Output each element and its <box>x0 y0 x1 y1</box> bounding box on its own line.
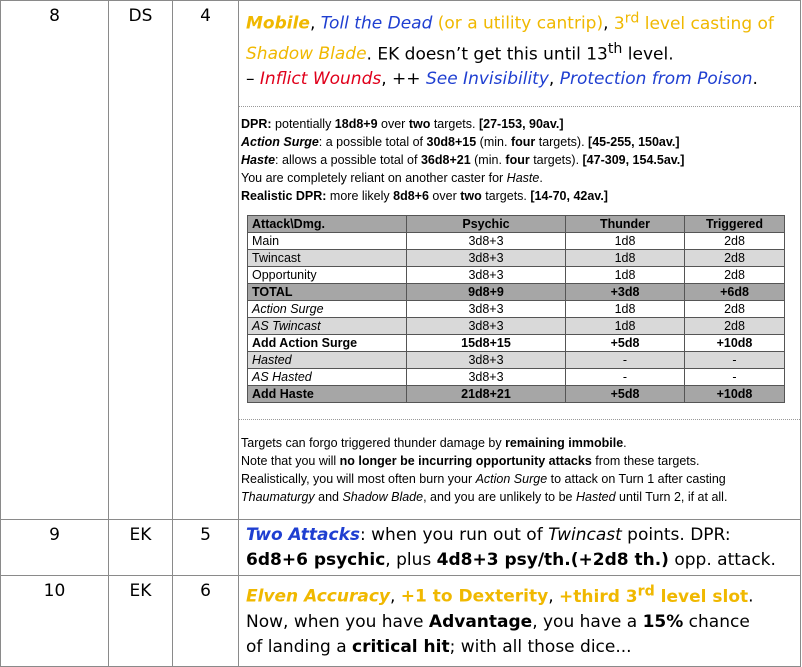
class-abbrev: DS <box>128 6 153 26</box>
t: : a possible total of <box>318 135 427 150</box>
t: : when you run out of <box>360 525 549 545</box>
t: (min. <box>470 153 506 168</box>
cell: Twincast <box>248 250 407 267</box>
t: Hasted <box>575 490 616 505</box>
table-row-total <box>248 386 785 403</box>
description-cell <box>239 1 801 520</box>
t: chance <box>683 611 750 632</box>
t: , and you are unlikely to be <box>423 490 576 505</box>
t: opp. attack. <box>668 550 776 570</box>
spell-inflict-wounds: Inflict Wounds <box>259 69 382 90</box>
t: . <box>623 436 627 451</box>
t: Thaumaturgy <box>241 490 315 505</box>
table-row <box>248 267 785 284</box>
note-line <box>241 470 800 488</box>
table-row <box>248 301 785 318</box>
sep: , ++ <box>381 69 426 90</box>
table-row <box>248 352 785 369</box>
utility-note: (or a utility cantrip) <box>432 13 604 34</box>
advantage: Advantage <box>428 611 533 632</box>
t: two <box>460 189 482 204</box>
cell: 3d8+3 <box>407 301 566 318</box>
feat-elven-accuracy: Elven Accuracy <box>246 586 390 607</box>
level-row-8 <box>1 1 801 520</box>
level-cell <box>1 520 109 576</box>
spell-shadow-blade: Shadow Blade <box>246 44 367 65</box>
header-psychic: Psychic <box>407 216 566 233</box>
ek-note: . EK doesn’t get this until 13 <box>366 44 608 65</box>
realistic-range: [14-70, 42av.] <box>530 189 608 204</box>
subclass-level: 4 <box>200 6 211 26</box>
level-cell <box>1 1 109 520</box>
cell: 1d8 <box>566 250 685 267</box>
cell: 3d8+3 <box>407 267 566 284</box>
cell: 2d8 <box>685 233 785 250</box>
casting-text: level casting of <box>639 13 774 34</box>
t: Twincast <box>548 525 622 545</box>
class-cell <box>109 1 173 520</box>
cell: AS Hasted <box>248 369 407 386</box>
dpr-block <box>239 106 800 420</box>
table-row <box>248 369 785 386</box>
cell: 3d8+3 <box>407 352 566 369</box>
haste-line <box>241 151 800 169</box>
cell: Opportunity <box>248 267 407 284</box>
cell: 2d8 <box>685 318 785 335</box>
level-row-10 <box>1 576 801 667</box>
ordinal-rd: rd <box>637 583 655 599</box>
t: Shadow Blade <box>342 490 424 505</box>
level-number: 8 <box>49 6 60 26</box>
t: no longer be incurring opportunity attacks <box>339 454 592 469</box>
reliant-line <box>241 169 800 187</box>
level-number: 9 <box>49 525 60 545</box>
ordinal-rd: rd <box>624 10 640 26</box>
cell: Hasted <box>248 352 407 369</box>
cell: 2d8 <box>685 267 785 284</box>
class-cell <box>109 576 173 667</box>
cell: 2d8 <box>685 250 785 267</box>
subclass-level-cell <box>173 520 239 576</box>
haste-value: 36d8+21 <box>420 153 471 168</box>
t: of landing a <box>246 636 353 657</box>
level-10-summary <box>239 576 800 666</box>
table-row <box>248 250 785 267</box>
t: , you have a <box>532 611 643 632</box>
subclass-level-cell <box>173 1 239 520</box>
action-surge-value: 30d8+15 <box>426 135 477 150</box>
cell: 2d8 <box>685 301 785 318</box>
cell: 1d8 <box>566 301 685 318</box>
action-surge-line <box>241 133 800 151</box>
subclass-level-cell <box>173 576 239 667</box>
note-line <box>241 434 800 452</box>
cell: 3d8+3 <box>407 233 566 250</box>
sep: , <box>309 13 321 34</box>
cell: +5d8 <box>566 335 685 352</box>
t: targets). <box>535 135 589 150</box>
t: targets). <box>529 153 583 168</box>
t: remaining immobile <box>505 436 624 451</box>
ordinal-th: th <box>607 40 623 57</box>
class-abbrev: EK <box>129 581 152 601</box>
t: You are completely reliant on another caster for <box>241 171 507 186</box>
cell: 15d8+15 <box>407 335 566 352</box>
dpr-value: 18d8+9 <box>334 117 378 132</box>
spell-protection-from-poison: Protection from Poison <box>559 69 753 90</box>
cell: 1d8 <box>566 267 685 284</box>
t: (min. <box>476 135 511 150</box>
cell: - <box>566 369 685 386</box>
cell: - <box>685 369 785 386</box>
action-surge-range: [45-255, 150av.] <box>588 135 680 150</box>
level-cell <box>1 576 109 667</box>
t: four <box>510 135 536 150</box>
action-surge-label: Action Surge <box>241 135 319 150</box>
feature-two-attacks: Two Attacks <box>246 525 361 545</box>
cell: +6d8 <box>685 284 785 301</box>
cell: - <box>566 352 685 369</box>
cell: +10d8 <box>685 386 785 403</box>
haste-label: Haste <box>241 153 276 168</box>
cell: AS Twincast <box>248 318 407 335</box>
third-slot <box>559 583 749 607</box>
dpr-range: [27-153, 90av.] <box>478 117 564 132</box>
t: points. DPR: <box>621 525 731 545</box>
cell: +5d8 <box>566 386 685 403</box>
t: targets. <box>481 189 531 204</box>
sep: , <box>548 69 560 90</box>
t: , plus <box>385 550 437 570</box>
t: over <box>377 117 409 132</box>
period: . <box>752 69 758 90</box>
cell: TOTAL <box>248 284 407 301</box>
third-num: 3 <box>613 13 625 34</box>
damage-table <box>247 215 785 403</box>
level-8-summary <box>239 1 800 92</box>
notes-block <box>239 420 800 506</box>
table-row <box>248 233 785 250</box>
realistic-dpr-line <box>241 187 800 205</box>
cell: +10d8 <box>685 335 785 352</box>
note-line <box>241 488 800 506</box>
level-word: level. <box>622 44 674 65</box>
cell: - <box>685 352 785 369</box>
subclass-level: 5 <box>200 525 211 545</box>
dpr-line <box>241 115 800 133</box>
level-9-summary <box>239 520 800 575</box>
crit-chance: 15% <box>642 611 684 632</box>
critical-hit: critical hit <box>352 636 450 657</box>
t: more likely <box>326 189 394 204</box>
cell: 3d8+3 <box>407 369 566 386</box>
cell: +3d8 <box>566 284 685 301</box>
spell-see-invisibility: See Invisibility <box>425 69 549 90</box>
t: Now, when you have <box>246 611 429 632</box>
t: ; with all those dice... <box>449 636 632 657</box>
dash: – <box>246 69 260 90</box>
cell: 21d8+21 <box>407 386 566 403</box>
psychic-damage: 6d8+6 psychic <box>246 550 386 570</box>
sep: , <box>603 13 614 34</box>
t: over <box>428 189 461 204</box>
dexterity-bonus: +1 to Dexterity <box>400 586 549 607</box>
table-row-subtotal <box>248 335 785 352</box>
realistic-value: 8d8+6 <box>393 189 429 204</box>
t: from these targets. <box>591 454 700 469</box>
cantrip-toll-the-dead: Toll the Dead <box>320 13 433 34</box>
t: , <box>548 586 560 607</box>
table-row-total <box>248 284 785 301</box>
description-cell <box>239 520 801 576</box>
cell: 1d8 <box>566 233 685 250</box>
class-cell <box>109 520 173 576</box>
t: two <box>408 117 431 132</box>
cell: 3d8+3 <box>407 318 566 335</box>
t: Realistically, you will most often burn your <box>241 472 476 487</box>
cell: 3d8+3 <box>407 250 566 267</box>
level-number: 10 <box>43 581 66 601</box>
dpr-label: DPR: <box>241 117 272 132</box>
opportunity-damage: 4d8+3 psy/th.(+2d8 th.) <box>436 550 669 570</box>
t: four <box>505 153 530 168</box>
t: , <box>389 586 401 607</box>
cell: 9d8+9 <box>407 284 566 301</box>
t: potentially <box>271 117 335 132</box>
haste-range: [47-309, 154.5av.] <box>582 153 685 168</box>
t: level slot <box>654 586 749 607</box>
t: Targets can forgo triggered thunder damage by <box>241 436 506 451</box>
cell: Add Action Surge <box>248 335 407 352</box>
level-row-9 <box>1 520 801 576</box>
cell: Main <box>248 233 407 250</box>
t: : allows a possible total of <box>275 153 421 168</box>
header-triggered: Triggered <box>685 216 785 233</box>
t: until Turn 2, if at all. <box>615 490 728 505</box>
cell: 1d8 <box>566 318 685 335</box>
t: . <box>748 586 754 607</box>
description-cell <box>239 576 801 667</box>
t: +third 3 <box>559 586 638 607</box>
t: and <box>314 490 343 505</box>
subclass-level: 6 <box>200 581 211 601</box>
header-attack: Attack\Dmg. <box>248 216 407 233</box>
t: to attack on Turn 1 after casting <box>547 472 726 487</box>
t: . <box>539 171 543 186</box>
note-line <box>241 452 800 470</box>
t: Note that you will <box>241 454 340 469</box>
table-row <box>248 318 785 335</box>
header-thunder: Thunder <box>566 216 685 233</box>
feat-mobile: Mobile <box>246 13 310 34</box>
class-abbrev: EK <box>129 525 152 545</box>
cell: Action Surge <box>248 301 407 318</box>
t: targets. <box>430 117 479 132</box>
t: Haste <box>506 171 540 186</box>
t: Action Surge <box>475 472 548 487</box>
realistic-label: Realistic DPR: <box>241 189 327 204</box>
damage-table-header <box>248 216 785 233</box>
cell: Add Haste <box>248 386 407 403</box>
